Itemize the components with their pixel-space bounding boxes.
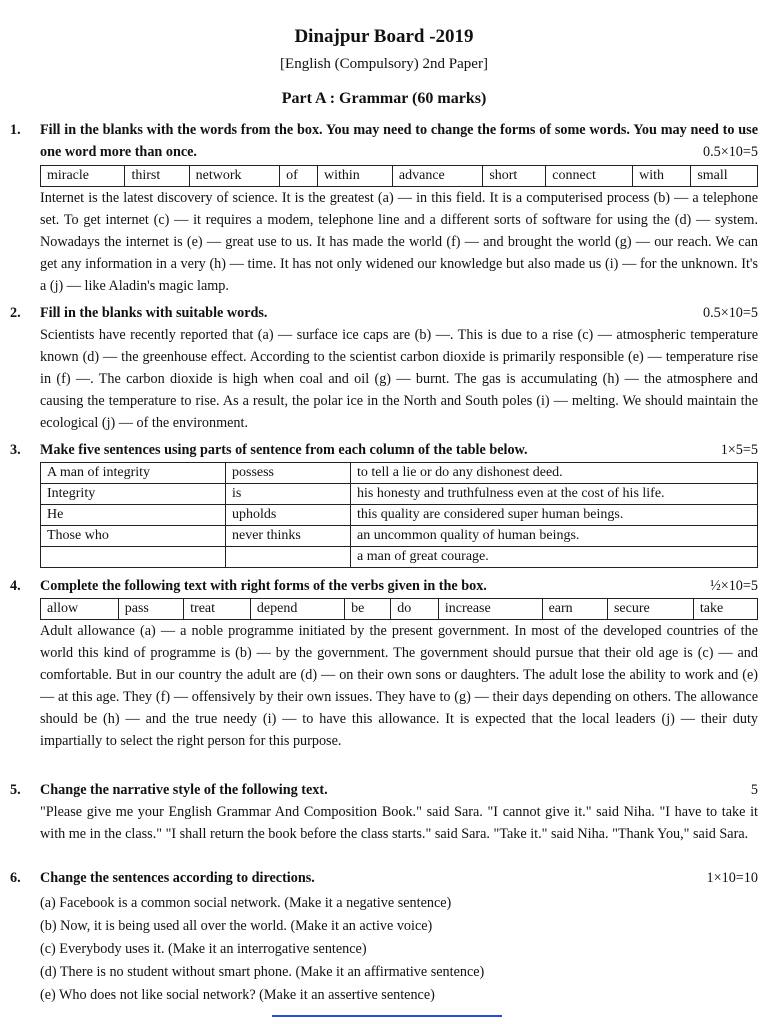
table-row: [41, 505, 758, 526]
question-2: [10, 302, 758, 434]
board-title: Dinajpur Board -2019: [294, 26, 474, 47]
word-cell: short: [483, 166, 546, 187]
table-cell: his honesty and truthfulness even at the cost of his life.: [351, 484, 758, 505]
marks-label: 1×5=5: [720, 442, 758, 458]
table-cell: He: [41, 505, 226, 526]
table-cell: an uncommon quality of human beings.: [351, 526, 758, 547]
footer-link-line: [272, 1015, 502, 1017]
word-cell: advance: [392, 166, 482, 187]
question-instruction: Change the narrative style of the following text. 5: [40, 779, 758, 801]
passage-text: Scientists have recently reported that (a) — surface ice caps are (b) —. This is due to a rise (c) — atmospheric temperature known (d) — the greenhouse effect. According to the scientist carbon dioxide is primarily responsible (e) — temperature rise in (f) —. The carbon dioxide is high when coal and oil (g) — burnt. The gas is accumulating (h) — the atmosphere and causing the temperature to rise. As a result, the polar ice in the North and South poles (i) — melting. We should maintain the ecological (j) — of the environment.: [40, 327, 758, 431]
table-cell: to tell a lie or do any dishonest deed.: [351, 463, 758, 484]
marks-label: 0.5×10=5: [702, 305, 758, 321]
table-cell: [226, 547, 351, 568]
verb-box: [40, 598, 758, 620]
word-cell: of: [280, 166, 318, 187]
question-number: 4.: [10, 578, 21, 594]
table-row: [41, 547, 758, 568]
question-instruction: Make five sentences using parts of sentence from each column of the table below. 1×5=5: [40, 439, 758, 461]
word-cell: earn: [542, 599, 607, 620]
question-number: 1.: [10, 122, 21, 138]
word-cell: take: [693, 599, 757, 620]
list-item: (d) There is no student without smart phone. (Make it an affirmative sentence): [40, 964, 485, 980]
question-instruction: Change the sentences according to directions. 1×10=10: [40, 867, 758, 889]
list-item: (c) Everybody uses it. (Make it an interrogative sentence): [40, 941, 367, 957]
word-cell: small: [691, 166, 758, 187]
paper-subtitle: [English (Compulsory) 2nd Paper]: [280, 56, 488, 72]
question-6: [10, 867, 758, 1007]
word-cell: network: [189, 166, 279, 187]
question-number: 5.: [10, 782, 21, 798]
marks-label: 0.5×10=5: [702, 144, 758, 160]
word-cell: increase: [438, 599, 542, 620]
table-cell: A man of integrity: [41, 463, 226, 484]
list-item: (b) Now, it is being used all over the world. (Make it an active voice): [40, 918, 433, 934]
table-cell: possess: [226, 463, 351, 484]
word-cell: depend: [250, 599, 344, 620]
question-number: 3.: [10, 442, 21, 458]
word-cell: connect: [546, 166, 633, 187]
table-cell: Integrity: [41, 484, 226, 505]
passage-text: "Please give me your English Grammar And Composition Book." said Sara. "I cannot give it." said Niha. "I have to take it with me in the class." "I shall return the book before the class starts." said Sara. "Take it." said Niha. "Thank You," said Sara.: [40, 804, 758, 842]
question-3: [10, 439, 758, 568]
question-number: 2.: [10, 305, 21, 321]
direction-list: [40, 892, 758, 1007]
table-cell: is: [226, 484, 351, 505]
table-row: [41, 463, 758, 484]
question-instruction: Fill in the blanks with suitable words. 0.5×10=5: [40, 302, 758, 324]
word-cell: do: [391, 599, 439, 620]
passage-text: Internet is the latest discovery of science. It is the greatest (a) — in this field. It is a computerised process (b) — a telephone set. To get internet (c) — it requires a modem, telephone line and a different sorts of software for using the (d) — system. Nowadays the internet is (e) — great use to us. It has made the world (f) — and brought the world (g) — our reach. We can get any information in a very (h) — time. It has not only widened our knowledge but also made us (i) — for the unknown. It's a (j) — like Aladin's magic lamp.: [40, 190, 758, 294]
word-cell: within: [317, 166, 392, 187]
question-instruction: Fill in the blanks with the words from the box. You may need to change the forms of some words. You may need to use one word more than once. 0.5×10=5: [40, 119, 758, 163]
part-heading: Part A : Grammar (60 marks): [281, 90, 487, 107]
word-box: [40, 165, 758, 187]
word-cell: with: [633, 166, 691, 187]
marks-label: ½×10=5: [710, 578, 758, 594]
question-4: [10, 575, 758, 752]
table-cell: a man of great courage.: [351, 547, 758, 568]
word-cell: miracle: [41, 166, 125, 187]
word-cell: treat: [184, 599, 251, 620]
sentence-table: [40, 462, 758, 568]
word-cell: allow: [41, 599, 119, 620]
table-row: [41, 484, 758, 505]
list-item: (a) Facebook is a common social network. (Make it a negative sentence): [40, 895, 452, 911]
question-number: 6.: [10, 870, 21, 886]
table-cell: Those who: [41, 526, 226, 547]
table-cell: [41, 547, 226, 568]
question-1: [10, 119, 758, 297]
word-cell: secure: [607, 599, 693, 620]
passage-text: Adult allowance (a) — a noble programme initiated by the present government. In most of the developed countries of the world this kind of programme is (b) — by the government. The government should pursue that their old age is (c) — and comfortable. But in our country the adult are (d) — on their own sons or daughters. The adult lose the ability to work and (e) — at this age. They (f) — offensively by their own issues. They have to (g) — their days depending on others. The allowance should be (h) — and the true needy (i) — to have this allowance. It is expected that the local leaders (j) — their duty impartially to select the right person for this purpose.: [40, 623, 758, 749]
question-5: [10, 779, 758, 845]
list-item: (e) Who does not like social network? (Make it an assertive sentence): [40, 987, 435, 1003]
question-instruction: Complete the following text with right forms of the verbs given in the box. ½×10=5: [40, 575, 758, 597]
table-cell: this quality are considered super human beings.: [351, 505, 758, 526]
table-cell: never thinks: [226, 526, 351, 547]
word-cell: be: [345, 599, 391, 620]
marks-label: 1×10=10: [706, 870, 758, 886]
word-cell: pass: [118, 599, 183, 620]
marks-label: 5: [750, 782, 758, 798]
table-cell: upholds: [226, 505, 351, 526]
word-cell: thirst: [125, 166, 189, 187]
table-row: [41, 526, 758, 547]
